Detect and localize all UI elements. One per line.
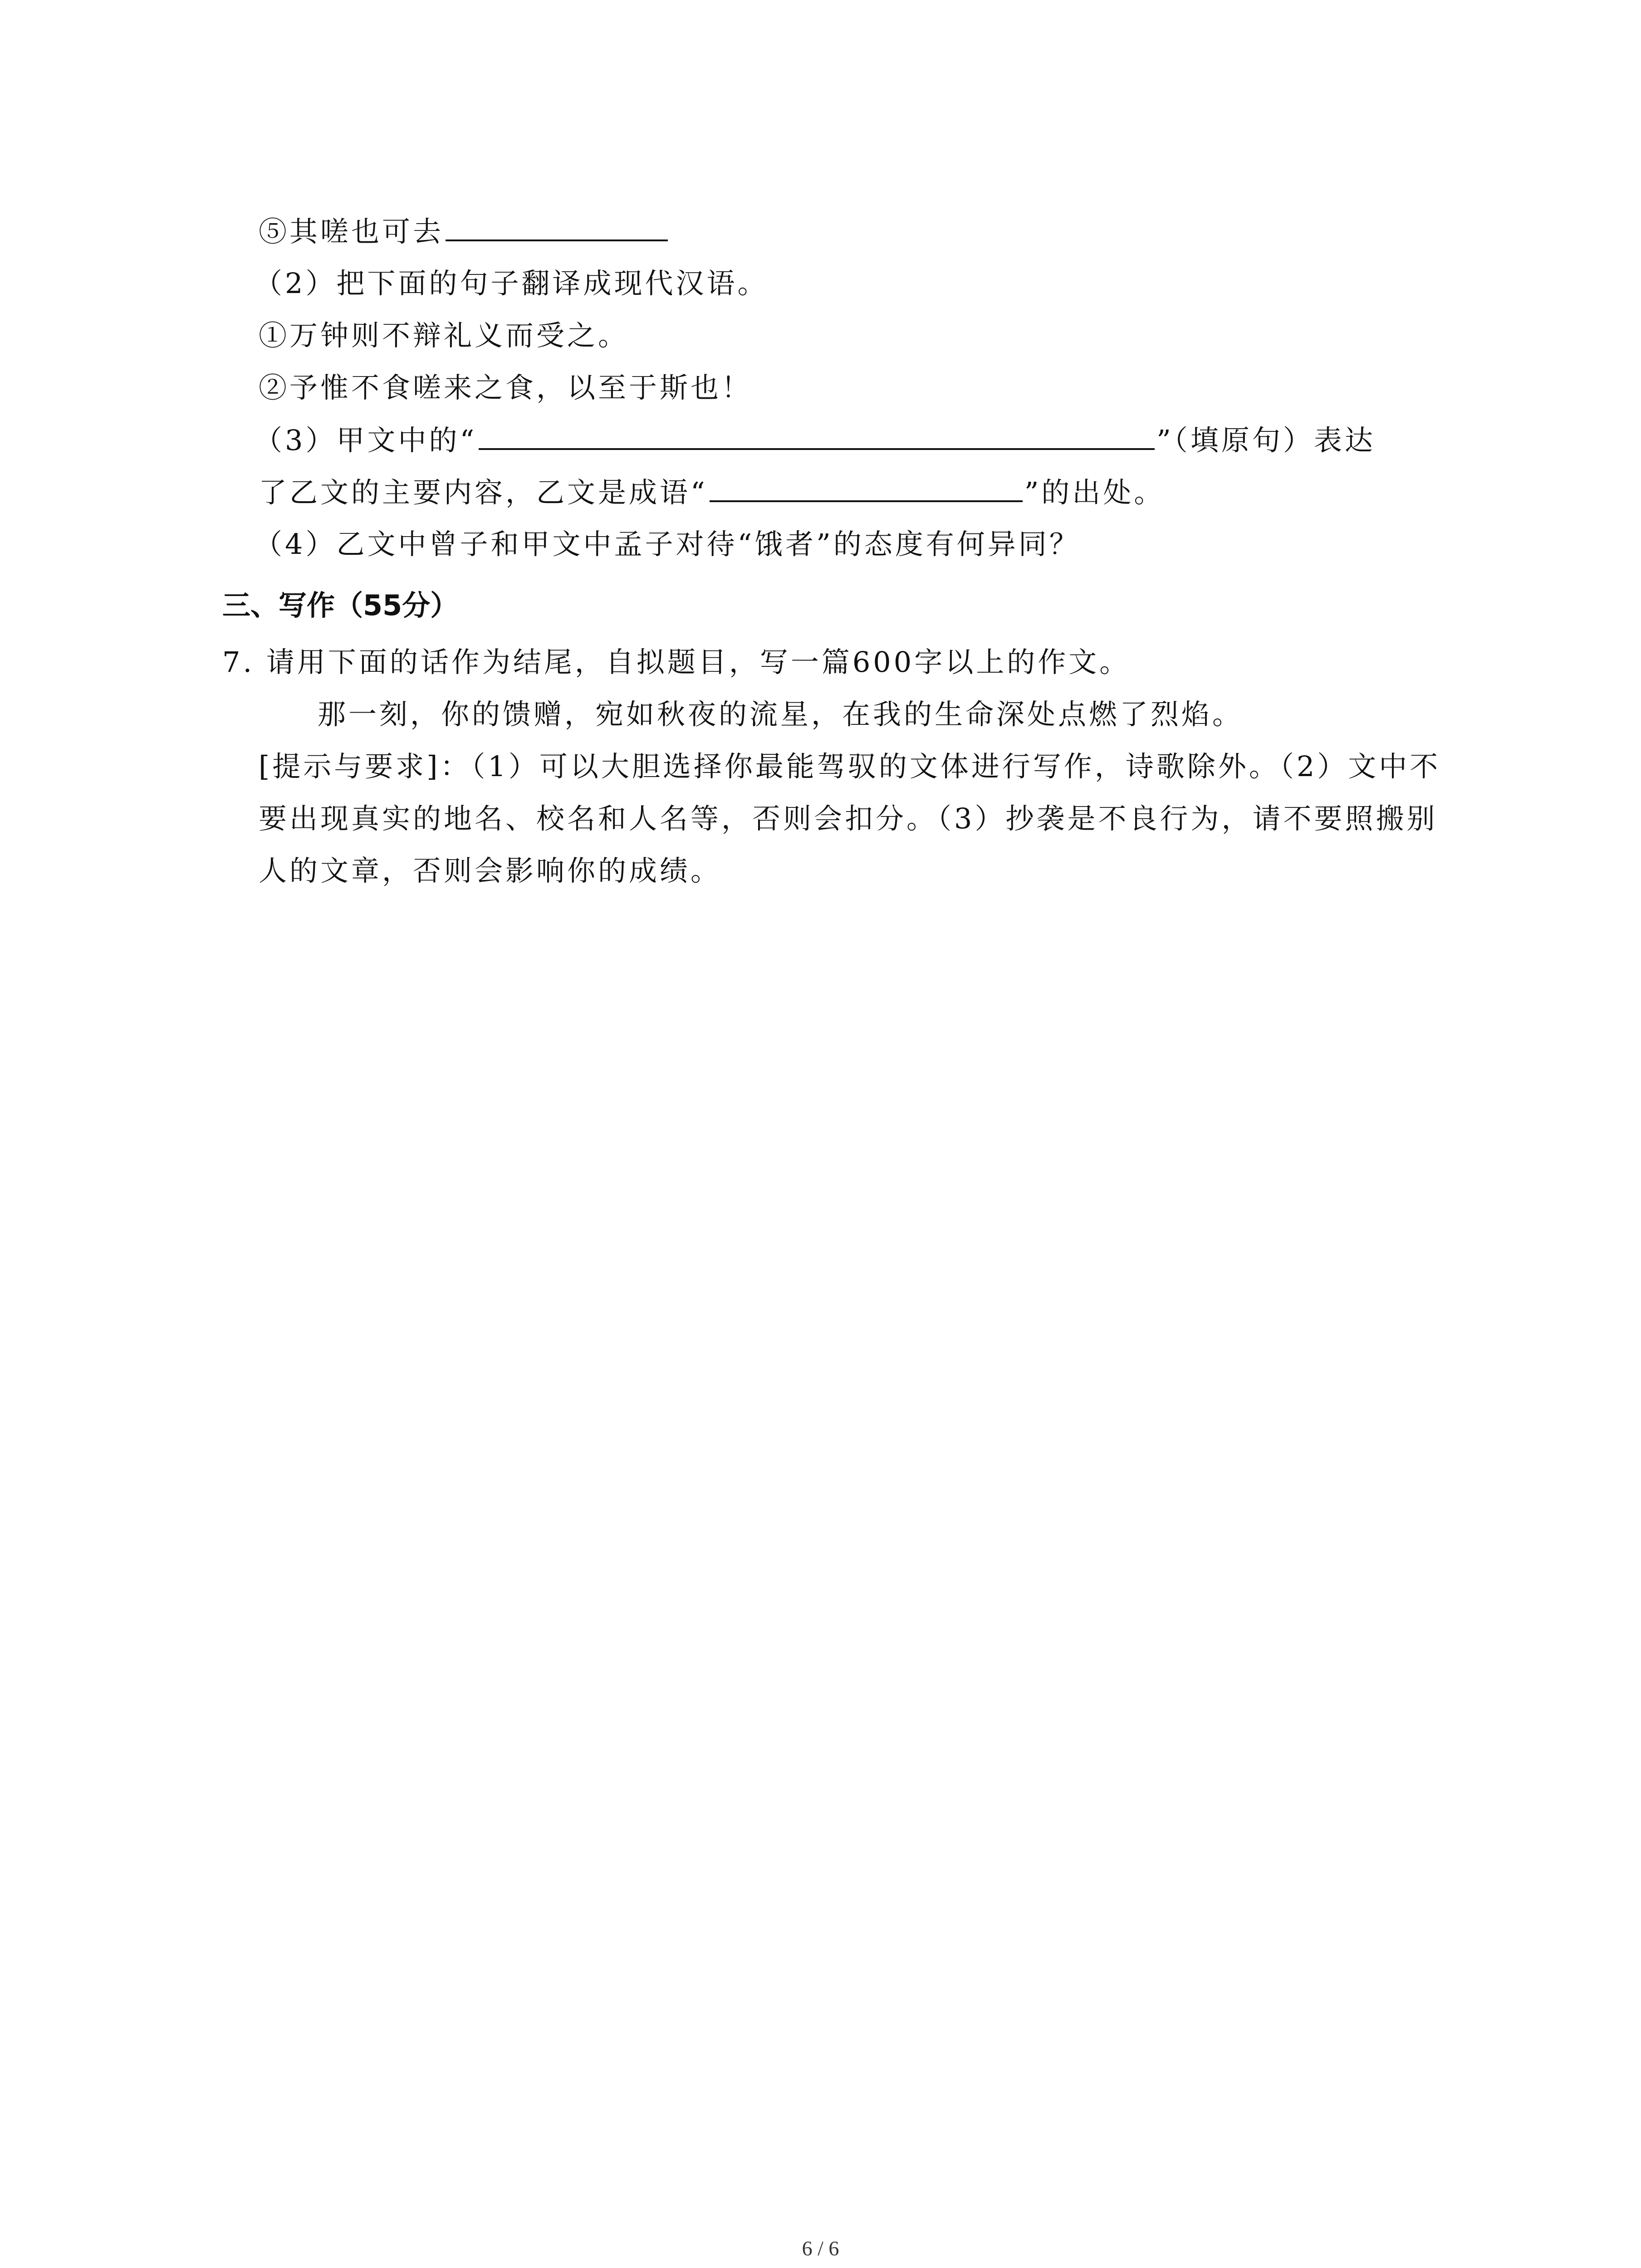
q3-line-1 (254, 422, 1376, 459)
q7-requirements-line-3: 人的文章，否则会影响你的成绩。 (259, 854, 722, 887)
q5-answer-blank (446, 213, 668, 241)
q3-text-d: ”的出处。 (1024, 476, 1165, 509)
q5-item-line (259, 213, 670, 250)
section-title-writing: 三、写作（55分） (222, 589, 459, 622)
q7-prompt: 7. 请用下面的话作为结尾，自拟题目，写一篇600字以上的作文。 (222, 645, 1131, 679)
q2-sentence-2: ②予惟不食嗟来之食，以至于斯也！ (259, 371, 753, 404)
q5-item-text: ⑤其嗟也可去 (259, 215, 444, 248)
q7-requirements-line-2: 要出现真实的地名、校名和人名等，否则会扣分。（3）抄袭是不良行为，请不要照搬别 (259, 802, 1438, 835)
page-number: 6 / 6 (802, 2237, 839, 2260)
q3-answer-blank-1 (479, 422, 1155, 450)
q2-sentence-1: ①万钟则不辩礼义而受之。 (259, 319, 629, 352)
q4-prompt: （4）乙文中曾子和甲文中孟子对待“饿者”的态度有何异同？ (254, 528, 1080, 561)
q3-text-b: ”（填原句）表达 (1156, 424, 1376, 457)
q7-requirements-line-1: [提示与要求]：（1）可以大胆选择你最能驾驭的文体进行写作，诗歌除外。（2）文中不 (259, 750, 1441, 783)
q3-answer-blank-2 (710, 474, 1023, 502)
q2-prompt: （2）把下面的句子翻译成现代汉语。 (254, 267, 769, 300)
q3-text-c: 了乙文的主要内容，乙文是成语“ (259, 476, 708, 509)
q7-ending-sentence: 那一刻，你的馈赠，宛如秋夜的流星，在我的生命深处点燃了烈焰。 (318, 698, 1244, 731)
q3-line-2 (259, 474, 1165, 511)
q3-text-a: （3）甲文中的“ (254, 424, 477, 457)
